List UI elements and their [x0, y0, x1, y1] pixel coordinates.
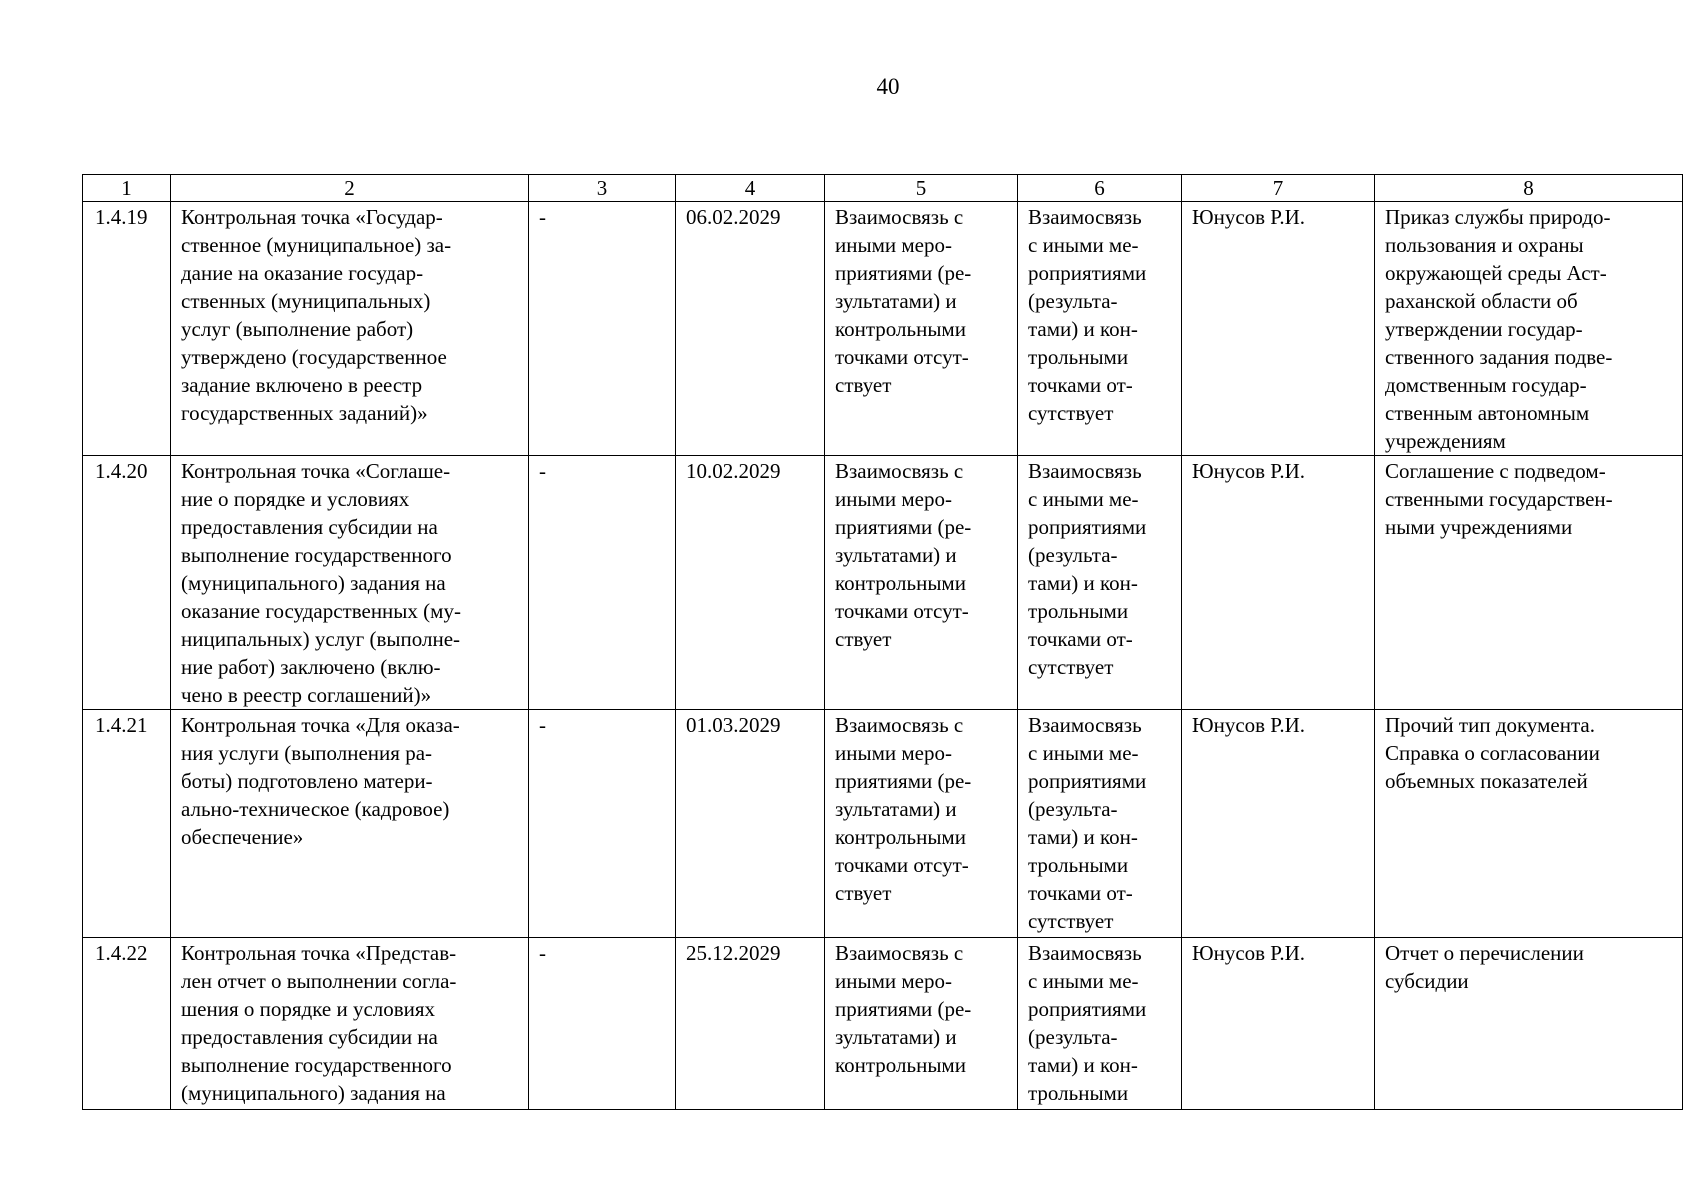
column-header: 5 [825, 175, 1018, 202]
row-number: 1.4.20 [83, 456, 171, 710]
document-cell: Отчет о перечислении субсидии [1375, 938, 1683, 1110]
page-number: 40 [876, 74, 900, 99]
column-header: 6 [1018, 175, 1182, 202]
column-header: 8 [1375, 175, 1683, 202]
date-cell: 25.12.2029 [676, 938, 825, 1110]
column-3-cell: - [529, 938, 676, 1110]
column-6-cell: Взаимосвязь с иными ме- роприятиями (результа- тами) и кон- трольными точками от- сутствует [1018, 456, 1182, 710]
row-number: 1.4.22 [83, 938, 171, 1110]
column-5-cell: Взаимосвязь с иными меро- приятиями (ре- зультатами) и контрольными [825, 938, 1018, 1110]
table-row [83, 938, 1683, 1110]
table-row [83, 710, 1683, 938]
responsible-cell: Юнусов Р.И. [1182, 202, 1375, 456]
column-header: 4 [676, 175, 825, 202]
column-3-cell: - [529, 456, 676, 710]
control-point-name: Контрольная точка «Представ- лен отчет о выполнении согла- шения о порядке и условиях предоставления субсидии на выполнение государственного (муниципального) задания на [171, 938, 529, 1110]
document-cell: Приказ службы природо- пользования и охраны окружающей среды Аст- раханской области об утверждении государ- ственного задания подве- домственным государ- ственным автономным учреждениям [1375, 202, 1683, 456]
column-header: 7 [1182, 175, 1375, 202]
control-point-name: Контрольная точка «Для оказа- ния услуги (выполнения ра- боты) подготовлено матери- ально-техническое (кадровое) обеспечение» [171, 710, 529, 938]
column-5-cell: Взаимосвязь с иными меро- приятиями (ре- зультатами) и контрольными точками отсут- ствует [825, 710, 1018, 938]
header-row [83, 175, 1683, 202]
column-6-cell: Взаимосвязь с иными ме- роприятиями (результа- тами) и кон- трольными точками от- сутствует [1018, 710, 1182, 938]
date-cell: 10.02.2029 [676, 456, 825, 710]
row-number: 1.4.21 [83, 710, 171, 938]
column-3-cell: - [529, 710, 676, 938]
responsible-cell: Юнусов Р.И. [1182, 710, 1375, 938]
column-header: 2 [171, 175, 529, 202]
control-point-name: Контрольная точка «Государ- ственное (муниципальное) за- дание на оказание государ- ственных (муниципальных) услуг (выполнение работ) утверждено (государственное задание включено в реестр государственных заданий)» [171, 202, 529, 456]
column-5-cell: Взаимосвязь с иными меро- приятиями (ре- зультатами) и контрольными точками отсут- ствует [825, 202, 1018, 456]
date-cell: 06.02.2029 [676, 202, 825, 456]
table-row [83, 456, 1683, 710]
table-row [83, 202, 1683, 456]
responsible-cell: Юнусов Р.И. [1182, 456, 1375, 710]
responsible-cell: Юнусов Р.И. [1182, 938, 1375, 1110]
column-header: 1 [83, 175, 171, 202]
column-6-cell: Взаимосвязь с иными ме- роприятиями (результа- тами) и кон- трольными [1018, 938, 1182, 1110]
control-point-name: Контрольная точка «Соглаше- ние о порядке и условиях предоставления субсидии на выполнение государственного (муниципального) задания на оказание государственных (му- ниципальных) услуг (выполне- ние работ) заключено (вклю- чено в реестр соглашений)» [171, 456, 529, 710]
document-cell: Прочий тип документа. Справка о согласовании объемных показателей [1375, 710, 1683, 938]
row-number: 1.4.19 [83, 202, 171, 456]
date-cell: 01.03.2029 [676, 710, 825, 938]
column-header: 3 [529, 175, 676, 202]
column-6-cell: Взаимосвязь с иными ме- роприятиями (результа- тами) и кон- трольными точками от- сутствует [1018, 202, 1182, 456]
column-5-cell: Взаимосвязь с иными меро- приятиями (ре- зультатами) и контрольными точками отсут- ствует [825, 456, 1018, 710]
column-3-cell: - [529, 202, 676, 456]
control-points-table [82, 174, 1683, 1110]
document-cell: Соглашение с подведом- ственными государствен- ными учреждениями [1375, 456, 1683, 710]
